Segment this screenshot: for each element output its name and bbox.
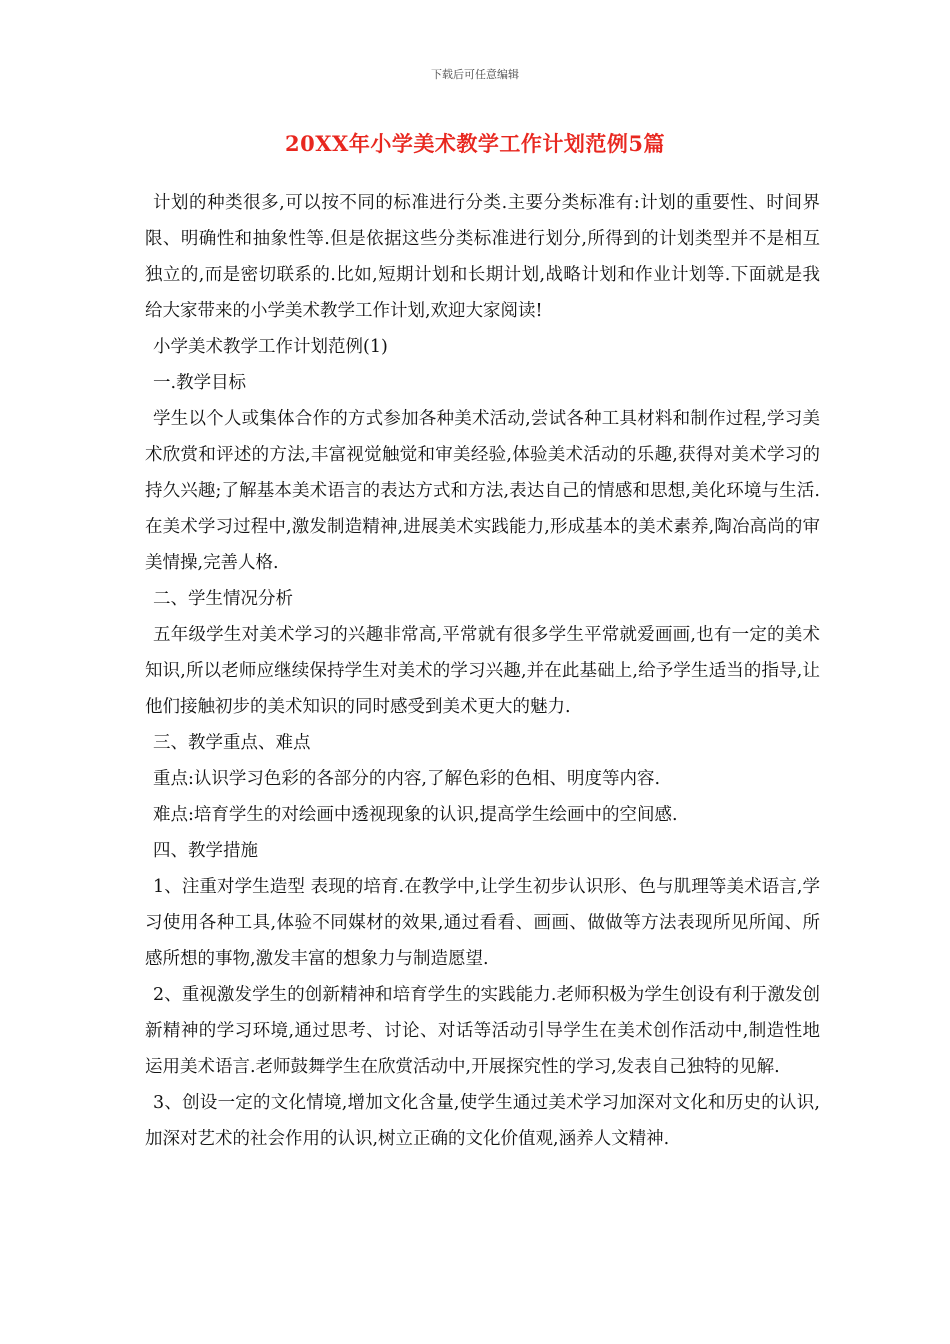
paragraph: 3、创设一定的文化情境,增加文化含量,使学生通过美术学习加深对文化和历史的认识,加深对艺术的社会作用的认识,树立正确的文化价值观,涵养人文精神. (145, 1093, 820, 1149)
paragraph: 1、注重对学生造型 表现的培育.在教学中,让学生初步认识形、色与肌理等美术语言,学习使用各种工具,体验不同媒材的效果,通过看看、画画、做做等方法表现所见所闻、所感所想的事物,激发丰富的想象力与制造愿望. (145, 877, 820, 969)
document-body (145, 185, 820, 1157)
section-heading: 二、学生情况分析 (153, 589, 293, 609)
section-heading: 一.教学目标 (153, 373, 247, 393)
paragraph-intro: 计划的种类很多,可以按不同的标准进行分类.主要分类标准有:计划的重要性、时间界限、明确性和抽象性等.但是依据这些分类标准进行划分,所得到的计划类型并不是相互独立的,而是密切联系的.比如,短期计划和长期计划,战略计划和作业计划等.下面就是我给大家带来的小学美术教学工作计划,欢迎大家阅读! (145, 193, 820, 321)
document-title: 20XX年小学美术教学工作计划范例5篇 (285, 131, 665, 156)
paragraph: 学生以个人或集体合作的方式参加各种美术活动,尝试各种工具材料和制作过程,学习美术欣赏和评述的方法,丰富视觉触觉和审美经验,体验美术活动的乐趣,获得对美术学习的持久兴趣;了解基本美术语言的表达方式和方法,表达自己的情感和思想,美化环境与生活.在美术学习过程中,激发制造精神,进展美术实践能力,形成基本的美术素养,陶冶高尚的审美情操,完善人格. (145, 409, 820, 573)
paragraph: 重点:认识学习色彩的各部分的内容,了解色彩的色相、明度等内容. (153, 769, 661, 789)
section-heading: 四、教学措施 (153, 841, 258, 861)
paragraph: 难点:培育学生的对绘画中透视现象的认识,提高学生绘画中的空间感. (153, 805, 678, 825)
section-heading: 小学美术教学工作计划范例(1) (153, 337, 388, 357)
page-header: 下载后可任意编辑 (431, 68, 519, 81)
paragraph: 五年级学生对美术学习的兴趣非常高,平常就有很多学生平常就爱画画,也有一定的美术知识,所以老师应继续保持学生对美术的学习兴趣,并在此基础上,给予学生适当的指导,让他们接触初步的美术知识的同时感受到美术更大的魅力. (145, 625, 820, 717)
paragraph: 2、重视激发学生的创新精神和培育学生的实践能力.老师积极为学生创设有利于激发创新精神的学习环境,通过思考、讨论、对话等活动引导学生在美术创作活动中,制造性地运用美术语言.老师鼓舞学生在欣赏活动中,开展探究性的学习,发表自己独特的见解. (145, 985, 820, 1077)
section-heading: 三、教学重点、难点 (153, 733, 311, 753)
